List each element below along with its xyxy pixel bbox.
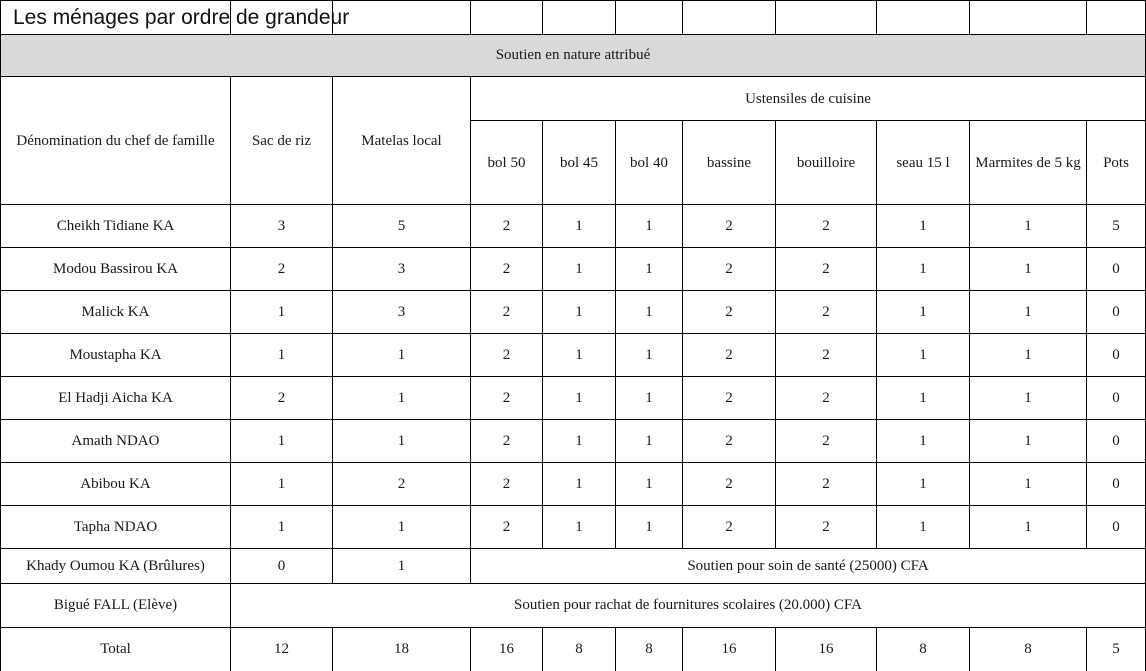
bol40-cell: 1 (616, 334, 683, 377)
matelas-cell: 1 (333, 377, 471, 420)
empty-cell (471, 1, 543, 35)
bol40-cell: 1 (616, 377, 683, 420)
total-bol45: 8 (543, 628, 616, 671)
header-bol40: bol 40 (616, 121, 683, 205)
header-bouilloire: bouilloire (776, 121, 877, 205)
bol50-cell: 2 (471, 463, 543, 506)
pots-cell: 0 (1087, 420, 1146, 463)
table-row-special-health (1, 549, 1146, 584)
household-name: Modou Bassirou KA (1, 248, 231, 291)
bol45-cell: 1 (543, 463, 616, 506)
marmites-cell: 1 (970, 377, 1087, 420)
household-name: El Hadji Aicha KA (1, 377, 231, 420)
bol50-cell: 2 (471, 506, 543, 549)
total-pots: 5 (1087, 628, 1146, 671)
riz-cell: 1 (231, 506, 333, 549)
empty-cell (333, 1, 471, 35)
riz-cell: 2 (231, 377, 333, 420)
header-chef: Dénomination du chef de famille (1, 77, 231, 205)
bol45-cell: 1 (543, 205, 616, 248)
bassine-cell: 2 (683, 291, 776, 334)
total-marmites: 8 (970, 628, 1087, 671)
header-row-1 (1, 77, 1146, 121)
household-name: Cheikh Tidiane KA (1, 205, 231, 248)
riz-cell: 0 (231, 549, 333, 584)
pots-cell: 0 (1087, 506, 1146, 549)
bassine-cell: 2 (683, 420, 776, 463)
household-name: Bigué FALL (Elève) (1, 584, 231, 628)
bol45-cell: 1 (543, 506, 616, 549)
bouilloire-cell: 2 (776, 506, 877, 549)
matelas-cell: 1 (333, 506, 471, 549)
bassine-cell: 2 (683, 334, 776, 377)
matelas-cell: 5 (333, 205, 471, 248)
seau-cell: 1 (877, 463, 970, 506)
header-ustensiles: Ustensiles de cuisine (471, 77, 1146, 121)
riz-cell: 1 (231, 334, 333, 377)
bol40-cell: 1 (616, 248, 683, 291)
header-marmites: Marmites de 5 kg (970, 121, 1087, 205)
household-name: Abibou KA (1, 463, 231, 506)
total-riz: 12 (231, 628, 333, 671)
header-matelas: Matelas local (333, 77, 471, 205)
header-bol50: bol 50 (471, 121, 543, 205)
seau-cell: 1 (877, 506, 970, 549)
household-name: Moustapha KA (1, 334, 231, 377)
bassine-cell: 2 (683, 248, 776, 291)
riz-cell: 1 (231, 291, 333, 334)
household-name: Amath NDAO (1, 420, 231, 463)
school-support-note: Soutien pour rachat de fournitures scolaires (20.000) CFA (231, 584, 1146, 628)
pots-cell: 0 (1087, 248, 1146, 291)
pots-cell: 5 (1087, 205, 1146, 248)
empty-cell (1087, 1, 1146, 35)
bol45-cell: 1 (543, 334, 616, 377)
pots-cell: 0 (1087, 291, 1146, 334)
header-seau: seau 15 l (877, 121, 970, 205)
bol40-cell: 1 (616, 506, 683, 549)
header-bassine: bassine (683, 121, 776, 205)
header-bol45: bol 45 (543, 121, 616, 205)
marmites-cell: 1 (970, 463, 1087, 506)
bol45-cell: 1 (543, 420, 616, 463)
table-row (1, 291, 1146, 334)
empty-cell (616, 1, 683, 35)
marmites-cell: 1 (970, 420, 1087, 463)
marmites-cell: 1 (970, 248, 1087, 291)
pots-cell: 0 (1087, 334, 1146, 377)
total-seau: 8 (877, 628, 970, 671)
bol45-cell: 1 (543, 248, 616, 291)
matelas-cell: 1 (333, 420, 471, 463)
bassine-cell: 2 (683, 506, 776, 549)
marmites-cell: 1 (970, 334, 1087, 377)
bol40-cell: 1 (616, 291, 683, 334)
bouilloire-cell: 2 (776, 377, 877, 420)
riz-cell: 2 (231, 248, 333, 291)
bouilloire-cell: 2 (776, 463, 877, 506)
matelas-cell: 1 (333, 549, 471, 584)
riz-cell: 1 (231, 420, 333, 463)
table-row (1, 463, 1146, 506)
empty-cell (877, 1, 970, 35)
total-bassine: 16 (683, 628, 776, 671)
matelas-cell: 2 (333, 463, 471, 506)
riz-cell: 3 (231, 205, 333, 248)
household-name: Malick KA (1, 291, 231, 334)
bouilloire-cell: 2 (776, 291, 877, 334)
table-row (1, 205, 1146, 248)
bouilloire-cell: 2 (776, 205, 877, 248)
bol50-cell: 2 (471, 334, 543, 377)
household-name: Tapha NDAO (1, 506, 231, 549)
pots-cell: 0 (1087, 377, 1146, 420)
table-row-special-school (1, 584, 1146, 628)
support-banner: Soutien en nature attribué (1, 35, 1146, 77)
banner-row (1, 35, 1146, 77)
matelas-cell: 3 (333, 248, 471, 291)
seau-cell: 1 (877, 334, 970, 377)
total-bol50: 16 (471, 628, 543, 671)
total-label: Total (1, 628, 231, 671)
title-row (1, 1, 1146, 35)
bassine-cell: 2 (683, 205, 776, 248)
marmites-cell: 1 (970, 205, 1087, 248)
health-support-note: Soutien pour soin de santé (25000) CFA (471, 549, 1146, 584)
pots-cell: 0 (1087, 463, 1146, 506)
household-name: Khady Oumou KA (Brûlures) (1, 549, 231, 584)
bol45-cell: 1 (543, 291, 616, 334)
bouilloire-cell: 2 (776, 248, 877, 291)
marmites-cell: 1 (970, 291, 1087, 334)
bassine-cell: 2 (683, 377, 776, 420)
empty-cell (970, 1, 1087, 35)
table-row (1, 334, 1146, 377)
bol50-cell: 2 (471, 377, 543, 420)
empty-cell (776, 1, 877, 35)
table-row (1, 506, 1146, 549)
bouilloire-cell: 2 (776, 420, 877, 463)
bol40-cell: 1 (616, 205, 683, 248)
table-row (1, 248, 1146, 291)
header-riz: Sac de riz (231, 77, 333, 205)
empty-cell (543, 1, 616, 35)
table-row (1, 377, 1146, 420)
bol45-cell: 1 (543, 377, 616, 420)
total-row (1, 628, 1146, 671)
seau-cell: 1 (877, 248, 970, 291)
bouilloire-cell: 2 (776, 334, 877, 377)
total-bouilloire: 16 (776, 628, 877, 671)
table-row (1, 420, 1146, 463)
marmites-cell: 1 (970, 506, 1087, 549)
seau-cell: 1 (877, 291, 970, 334)
matelas-cell: 1 (333, 334, 471, 377)
bassine-cell: 2 (683, 463, 776, 506)
bol50-cell: 2 (471, 205, 543, 248)
header-pots: Pots (1087, 121, 1146, 205)
bol40-cell: 1 (616, 463, 683, 506)
total-bol40: 8 (616, 628, 683, 671)
total-matelas: 18 (333, 628, 471, 671)
seau-cell: 1 (877, 205, 970, 248)
bol40-cell: 1 (616, 420, 683, 463)
matelas-cell: 3 (333, 291, 471, 334)
seau-cell: 1 (877, 420, 970, 463)
seau-cell: 1 (877, 377, 970, 420)
sheet-title: Les ménages par ordre de grandeur (1, 1, 231, 35)
empty-cell (683, 1, 776, 35)
riz-cell: 1 (231, 463, 333, 506)
bol50-cell: 2 (471, 248, 543, 291)
bol50-cell: 2 (471, 291, 543, 334)
bol50-cell: 2 (471, 420, 543, 463)
